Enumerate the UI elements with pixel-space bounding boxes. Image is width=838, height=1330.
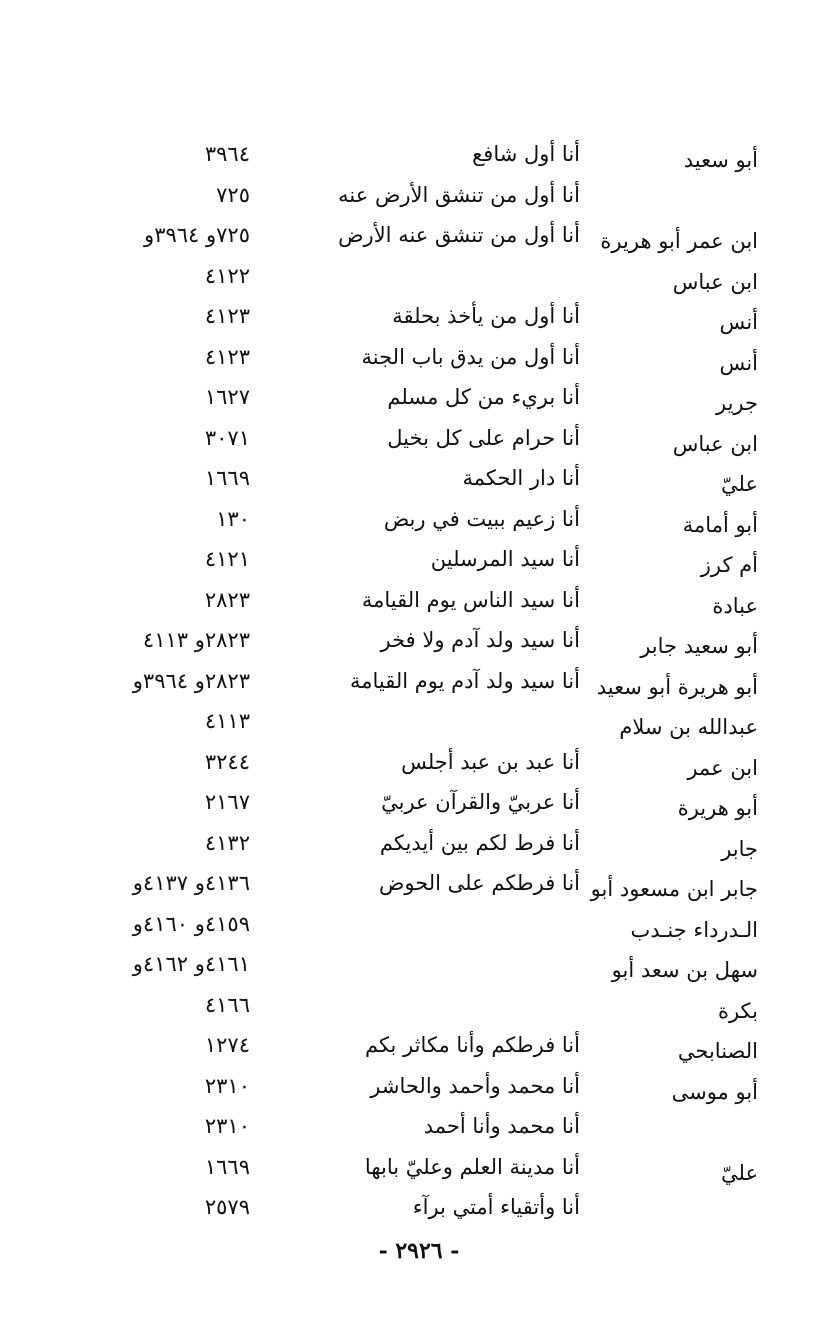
index-row	[60, 1025, 780, 1066]
hadith-incipit: أنا فرطكم على الحوض	[378, 871, 580, 895]
narrator-name: أبو أمامة	[682, 512, 758, 537]
hadith-reference-numbers: ١٦٦٩	[204, 1154, 250, 1179]
hadith-incipit: أنا أول من تنشق الأرض عنه	[338, 182, 580, 207]
index-row	[60, 580, 780, 621]
narrator-name: أنس	[719, 350, 758, 375]
index-row	[60, 1147, 780, 1188]
narrator-name: ابن عباس	[672, 269, 758, 294]
hadith-reference-numbers: ٧٢٥	[216, 182, 250, 207]
index-row	[60, 1106, 780, 1147]
narrator-name: سهل بن سعد أبو	[611, 958, 758, 982]
hadith-reference-numbers: ١٦٢٧	[204, 385, 250, 409]
index-row	[60, 863, 780, 904]
index-row	[60, 985, 780, 1026]
hadith-incipit: أنا سيد المرسلين	[430, 547, 580, 571]
narrator-name: ابن عباس	[672, 431, 758, 456]
index-row	[60, 256, 780, 297]
index-row	[60, 742, 780, 783]
index-row	[60, 499, 780, 540]
hadith-reference-numbers: ٤١٣٦و ٤١٣٧و	[132, 871, 250, 895]
hadith-incipit: أنا عبد بن عبد أجلس	[401, 749, 580, 774]
hadith-incipit: أنا أول شافع	[472, 142, 580, 166]
hadith-reference-numbers: ٤١٣٢	[204, 830, 250, 855]
hadith-incipit: أنا بريء من كل مسلم	[387, 385, 580, 409]
hadith-reference-numbers: ٤١٢٣	[204, 344, 250, 369]
index-row	[60, 296, 780, 337]
narrator-name: عبادة	[712, 593, 758, 618]
hadith-reference-numbers: ٢٨٢٣و ٤١١٣	[142, 628, 250, 652]
narrator-name: الـدرداء جنـدب	[630, 917, 758, 942]
hadith-reference-numbers: ٤١٢١	[204, 547, 250, 571]
index-row	[60, 377, 780, 418]
narrator-name: ابن عمر	[687, 755, 758, 780]
hadith-reference-numbers: ٢٨٢٣	[204, 587, 250, 612]
hadith-incipit: أنا مدينة العلم وعليّ بابها	[364, 1154, 580, 1179]
hadith-incipit: أنا حرام على كل بخيل	[387, 425, 580, 450]
index-row	[60, 701, 780, 742]
narrator-name: ابن عمر أبو هريرة	[600, 229, 758, 253]
index-row	[60, 1187, 780, 1228]
hadith-reference-numbers: ٢٣١٠	[204, 1073, 250, 1098]
narrator-name: أبو سعيد جابر	[640, 634, 758, 658]
hadith-reference-numbers: ٢٨٢٣و ٣٩٦٤و	[132, 668, 250, 693]
hadith-reference-numbers: ٤١٢٢	[204, 263, 250, 288]
hadith-reference-numbers: ٤١٢٣	[204, 304, 250, 328]
hadith-incipit: أنا فرط لكم بين أيديكم	[379, 830, 580, 855]
hadith-incipit: أنا أول من تنشق عنه الأرض	[338, 223, 580, 247]
hadith-reference-numbers: ٣٢٤٤	[204, 749, 250, 774]
narrator-name: عليّ	[721, 1160, 758, 1185]
hadith-reference-numbers: ٢٥٧٩	[204, 1195, 250, 1219]
hadith-incipit: أنا محمد وأحمد والحاشر	[370, 1073, 580, 1098]
index-row	[60, 904, 780, 945]
index-row	[60, 782, 780, 823]
hadith-reference-numbers: ١٦٦٩	[204, 466, 250, 490]
index-row	[60, 458, 780, 499]
hadith-incipit: أنا دار الحكمة	[462, 466, 580, 490]
narrator-name: أبو هريرة أبو سعيد	[596, 674, 758, 699]
hadith-incipit: أنا أول من يأخذ بحلقة	[392, 304, 580, 328]
narrator-name: أنس	[719, 310, 758, 334]
index-row	[60, 661, 780, 702]
page-number: - ٢٩٢٦ -	[378, 1238, 460, 1264]
hadith-reference-numbers: ٤١٦١و ٤١٦٢و	[132, 952, 250, 976]
narrator-name: أبو موسى	[671, 1079, 758, 1104]
hadith-reference-numbers: ٣٠٧١	[204, 425, 250, 450]
narrator-name: عبدالله بن سلام	[619, 715, 758, 739]
hadith-reference-numbers: ٢٣١٠	[204, 1114, 250, 1138]
narrator-name: جرير	[716, 391, 758, 415]
index-row	[60, 337, 780, 378]
narrator-name: أبو سعيد	[683, 148, 758, 172]
narrator-name: عليّ	[721, 472, 758, 496]
hadith-incipit: أنا سيد ولد آدم ولا فخر	[380, 628, 580, 652]
index-row	[60, 418, 780, 459]
hadith-incipit: أنا أول من يدق باب الجنة	[361, 344, 580, 369]
narrator-name: الصنابحي	[677, 1039, 758, 1063]
hadith-incipit: أنا سيد الناس يوم القيامة	[361, 587, 580, 612]
index-row	[60, 215, 780, 256]
narrator-name: أبو هريرة	[677, 796, 758, 820]
hadith-incipit: أنا عربيّ والقرآن عربيّ	[381, 790, 580, 814]
hadith-incipit: أنا زعيم ببيت في ربض	[383, 506, 580, 531]
hadith-reference-numbers: ١٣٠	[216, 506, 250, 531]
narrator-name: جابر ابن مسعود أبو	[590, 877, 758, 901]
index-row	[60, 944, 780, 985]
narrator-name: جابر	[721, 836, 758, 861]
hadith-incipit: أنا محمد وأنا أحمد	[423, 1114, 580, 1138]
narrator-name: أم كرز	[700, 553, 758, 577]
narrator-name: بكرة	[717, 998, 758, 1023]
index-row	[60, 175, 780, 216]
index-row	[60, 823, 780, 864]
hadith-reference-numbers: ١٢٧٤	[204, 1033, 250, 1057]
hadith-reference-numbers: ٤١٥٩و ٤١٦٠و	[132, 911, 250, 936]
index-row	[60, 539, 780, 580]
hadith-reference-numbers: ٧٢٥و ٣٩٦٤و	[144, 223, 250, 247]
hadith-reference-numbers: ٤١١٣	[204, 709, 250, 733]
index-table	[60, 134, 780, 1228]
hadith-reference-numbers: ٣٩٦٤	[204, 142, 250, 166]
hadith-reference-numbers: ٢١٦٧	[204, 790, 250, 814]
index-row	[60, 1066, 780, 1107]
hadith-incipit: أنا سيد ولد آدم يوم القيامة	[350, 668, 580, 693]
hadith-incipit: أنا فرطكم وأنا مكاثر بكم	[364, 1033, 580, 1057]
hadith-reference-numbers: ٤١٦٦	[204, 992, 250, 1017]
index-row	[60, 134, 780, 175]
index-row	[60, 620, 780, 661]
hadith-incipit: أنا وأتقياء أمتي برآء	[412, 1195, 580, 1219]
